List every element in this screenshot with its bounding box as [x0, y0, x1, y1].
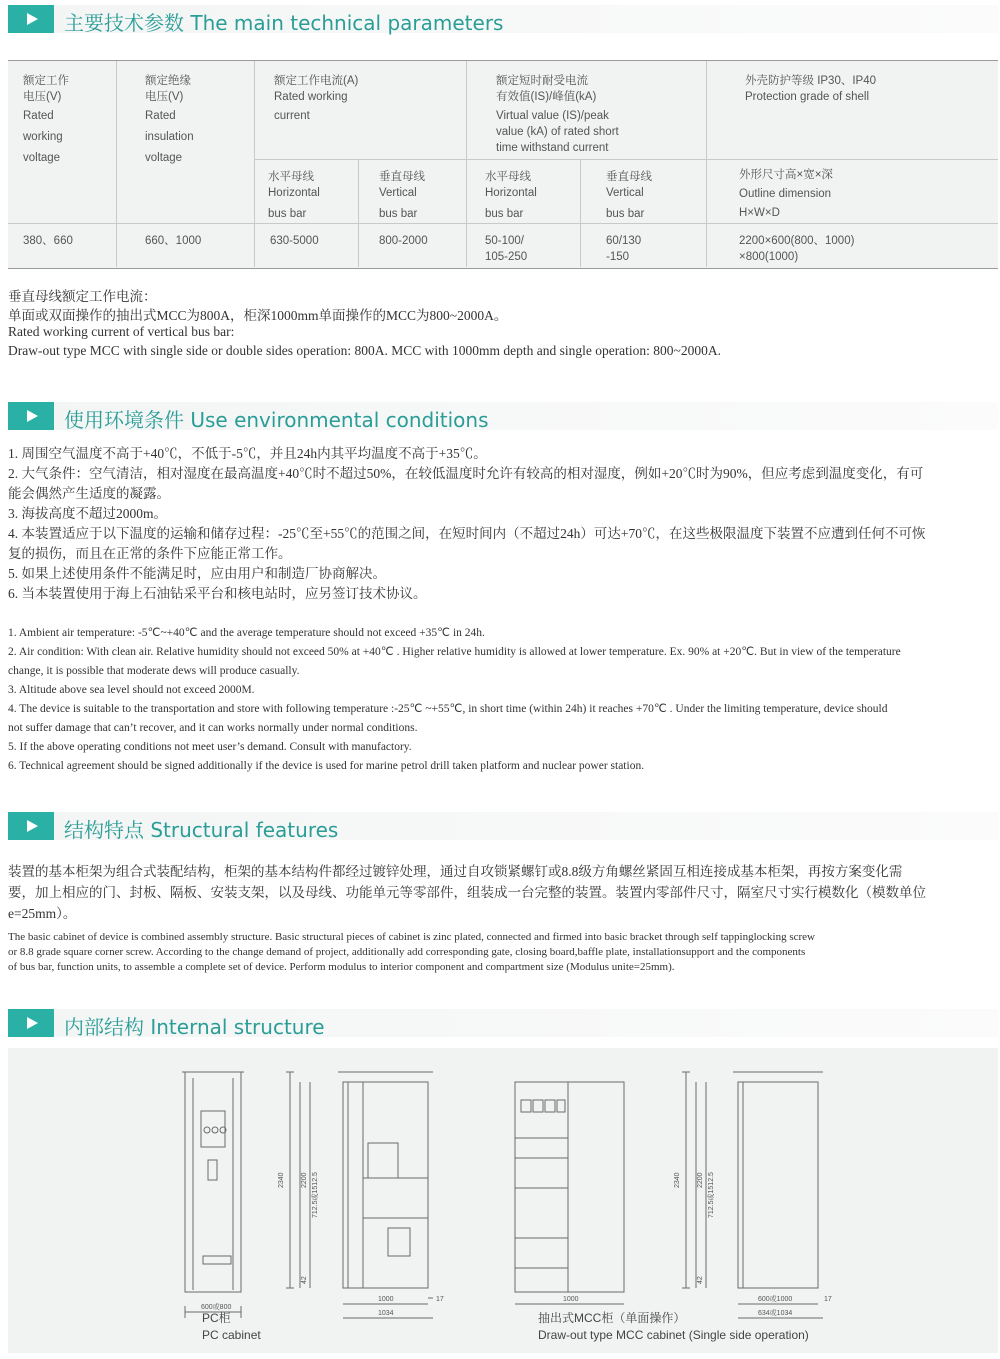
play-icon [8, 402, 54, 430]
dim-mcc-width: 1000 [563, 1296, 579, 1303]
cell-current-horizontal: 630-5000 [270, 235, 319, 247]
cell-outline: 2200×600(800、1000) ×800(1000) [739, 235, 855, 263]
cell-voltage: 380、660 [23, 235, 73, 247]
cell-current-vertical: 800-2000 [379, 235, 428, 247]
dim-mcc-height-total: 2340 [674, 1172, 681, 1188]
dim-pc-width: 600或800 [201, 1304, 232, 1311]
cell-withstand-vertical: 60/130 -150 [606, 235, 642, 263]
section-header-technical [8, 5, 998, 33]
section-header-structural [8, 812, 998, 840]
play-icon [8, 1009, 54, 1037]
note-line: Draw-out type MCC with single side or double sides operation: 800A. MCC with 1000mm depth and single operation: 800~2000A. [8, 343, 721, 358]
note-line: 单面或双面操作的抽出式MCC为800A，柜深1000mm单面操作的MCC为800~2000A。 [8, 308, 508, 323]
dim-mcc-door: 17 [824, 1296, 832, 1303]
caption-mcc: 抽出式MCC柜（单面操作） Draw-out type MCC cabinet (Single side operation) [538, 1311, 809, 1342]
dim-door: 17 [436, 1296, 444, 1303]
pc-cabinet-front [182, 1072, 244, 1318]
dim-height-total: 2340 [278, 1172, 285, 1188]
header-insulation-voltage: 额定绝缘 电压(V) Rated insulation voltage [145, 75, 194, 164]
dim-mcc-side: 712.5或1512.5 [708, 1172, 715, 1218]
section-title: 使用环境条件 Use environmental conditions [64, 408, 489, 432]
cell-withstand-horizontal: 50-100/ 105-250 [485, 235, 528, 263]
environment-en: 1. Ambient air temperature: -5℃~+40℃ and the average temperature should not exceed +35℃ in 24h. 2. Air condition: With clean air. Relative humidity should not exceed 50% at +40℃ . Higher relative humidity is allowed at lower temperature. Ex. 90% at +20℃. But in view of the temperature change, it is possible that moderate dews will produce casually. 3. Altitude above sea level should not exceed 2000M. 4. The device is suitable to the transportation and store with following temperature :-25℃ ~+55℃, in short time (within 24h) it reaches +70℃ . Under the limiting temperature, device should not suffer damage that can’t recover, and it can works normally under normal conditions. 5. If the above operating conditions not meet user’s demand. Consult with manufactory. 6. Technical agreement should be signed additionally if the device is used for marine petrol drill taken platform and nuclear power station. [8, 627, 901, 772]
subheader-horizontal-busbar: 水平母线 Horizontal bus bar [268, 171, 320, 220]
section-title: 内部结构 Internal structure [64, 1015, 325, 1039]
structural-cn: 装置的基本柜架为组合式装配结构，柜架的基本结构件都经过镀锌处理，通过自攻锁紧螺钉或8.8级方角螺丝紧固互相连接成基本柜架，再按方案变化需 要，加上相应的门、封板、隔板、安装支架，以及母线、功能单元等零部件，组装成一台完整的装置。装置内零部件尺寸，隔室尺寸实行模数化（模数单位 e=25mm）。 [8, 864, 926, 921]
subheader-outline-dimension: 外形尺寸高×宽×深 Outline dimension H×W×D [739, 169, 833, 219]
section-header-environment [8, 402, 998, 430]
environment-cn: 1. 周围空气温度不高于+40℃，不低于-5℃，并且24h内其平均温度不高于+35℃。 2. 大气条件：空气清洁，相对湿度在最高温度+40℃时不超过50%，在较低温度时允许有较高的相对湿度，例如+20℃时为90%，但应考虑到温度变化，有可 能会偶然产生适度的凝露。 3. 海拔高度不超过2000m。 4. 本装置适应于以下温度的运输和储存过程：-25℃至+55℃的范围之间，在短时间内（不超过24h）可达+70℃，在这些极限温度下装置不应遭到任何不可恢 复的损伤，而且在正常的条件下应能正常工作。 5. 如果上述使用条件不能满足时，应由用户和制造厂协商解决。 6. 当本装置使用于海上石油钻采平台和核电站时，应另签订技术协议。 [8, 446, 926, 601]
play-icon [8, 812, 54, 840]
header-withstand-current: 额定短时耐受电流 有效值(IS)/峰值(kA) Virtual value (IS)/peak value (kA) of rated short time withstand current [496, 75, 619, 154]
dim-mcc-depth: 600或1000 [758, 1296, 793, 1303]
structural-en: The basic cabinet of device is combined assembly structure. Basic structural pieces of cabinet is zinc plated, connected and firmed into basic bracket through self tappinglocking screw or 8.8 grade square corner screw. According to the change demand of project, additionally add corresponding gate, closing board,baffle plate, installationsupport and the components of bus bar, function units, to assemble a complete set of device. Perform modulus to interior component and compartment size (Modulus unite=25mm). [8, 931, 815, 973]
caption-pc: PC柜 PC cabinet [202, 1311, 261, 1342]
subheader-horizontal-busbar: 水平母线 Horizontal bus bar [485, 171, 537, 220]
dim-depth-total: 1034 [378, 1310, 394, 1317]
drawings-panel [8, 1048, 998, 1353]
dim-mcc-base: 42 [697, 1276, 704, 1284]
section-title: 主要技术参数 The main technical parameters [64, 11, 504, 35]
section-title: 结构特点 Structural features [64, 818, 339, 842]
note-line: Rated working current of vertical bus bar: [8, 324, 235, 339]
cabinet-drawings [8, 1048, 998, 1353]
cell-insulation: 660、1000 [145, 235, 202, 247]
parameters-table [8, 60, 998, 269]
dim-height: 2200 [301, 1172, 308, 1188]
header-working-current: 额定工作电流(A) Rated working current [274, 75, 359, 122]
dim-depth: 1000 [378, 1296, 394, 1303]
pc-cabinet-side [286, 1072, 433, 1318]
subheader-vertical-busbar: 垂直母线 Vertical bus bar [606, 171, 652, 220]
note-line: 垂直母线额定工作电流： [8, 289, 157, 304]
dim-side: 712.5或1512.5 [312, 1172, 319, 1218]
dim-mcc-depth-total: 634或1034 [758, 1310, 793, 1317]
header-rated-voltage: 额定工作 电压(V) Rated working voltage [23, 75, 69, 164]
section-header-internal [8, 1009, 998, 1037]
mcc-cabinet-front [515, 1082, 624, 1304]
header-protection-grade: 外壳防护等级 IP30、IP40 Protection grade of shell [745, 75, 877, 103]
subheader-vertical-busbar: 垂直母线 Vertical bus bar [379, 171, 425, 220]
dim-base: 42 [301, 1276, 308, 1284]
dim-mcc-height: 2200 [697, 1172, 704, 1188]
play-icon [8, 5, 54, 33]
